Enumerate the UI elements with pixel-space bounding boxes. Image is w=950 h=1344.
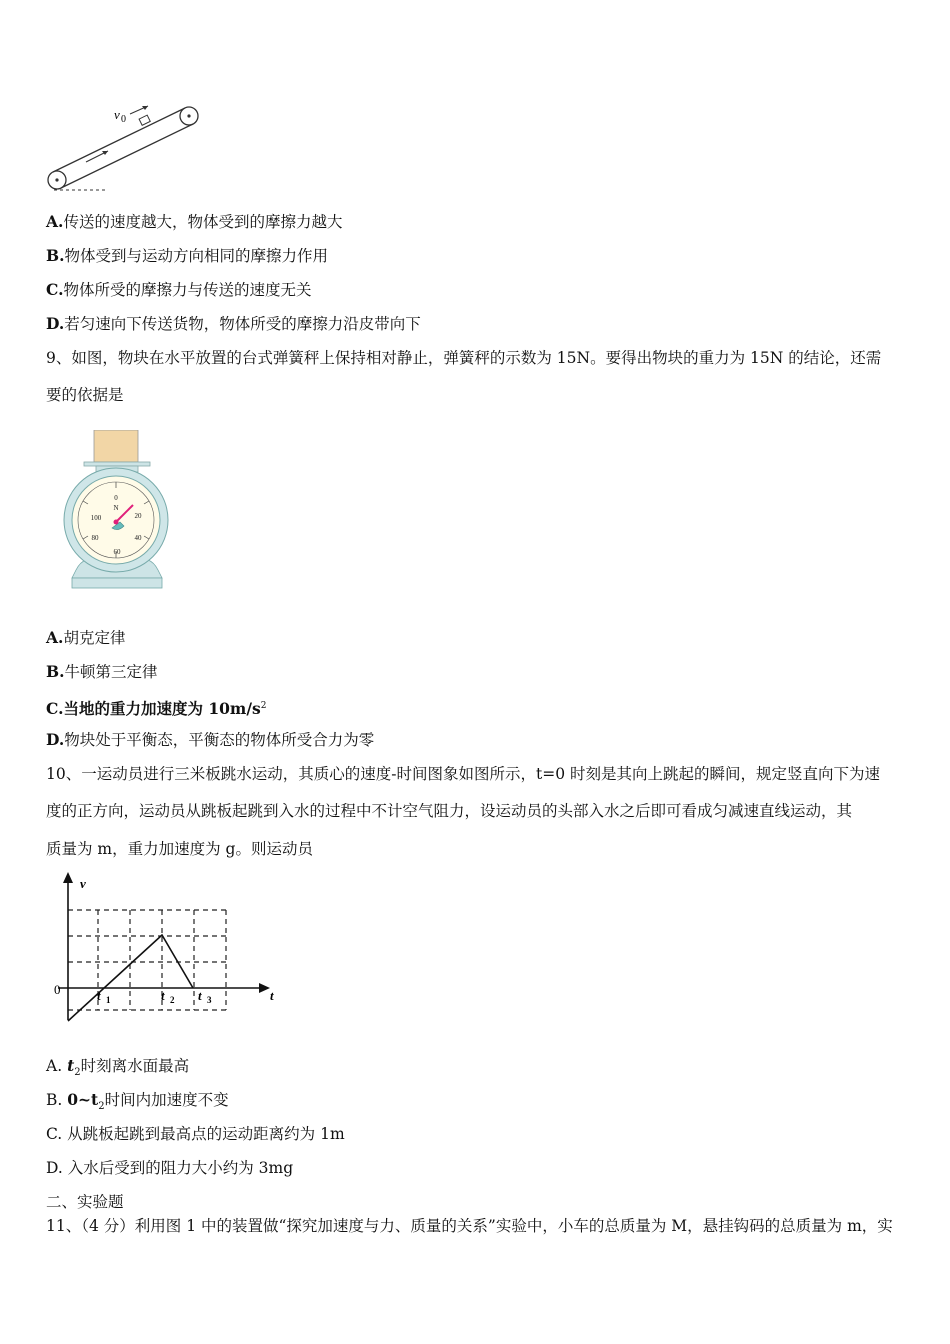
section-title: 二、实验题: [46, 1193, 124, 1211]
q9-stem-line2: 要的依据是: [46, 386, 124, 404]
scale-tick-20: 20: [134, 512, 142, 520]
scale-tick-100: 100: [90, 514, 102, 522]
q9-option-a: A.胡克定律: [46, 628, 126, 647]
scale-tick-40: 40: [134, 534, 142, 542]
q8-option-b: B.物体受到与运动方向相同的摩擦力作用: [46, 246, 329, 265]
v-axis-label: v: [80, 876, 86, 891]
scale-tick-60: 60: [113, 548, 121, 556]
t1-subscript: 1: [106, 995, 111, 1005]
t2-label: t: [161, 988, 165, 1003]
t3-label: t: [198, 988, 202, 1003]
velocity-time-graph: [48, 868, 288, 1028]
q9-option-c: C.当地的重力加速度为 $10m/s^2$: [46, 699, 267, 718]
q10-option-d: D. 入水后受到的阻力大小约为 3mg: [46, 1159, 294, 1177]
v0-label: v: [114, 107, 120, 122]
q9-option-d: D.物块处于平衡态，平衡态的物体所受合力为零: [46, 730, 375, 749]
origin-label: 0: [54, 982, 61, 997]
q10-option-c: C. 从跳板起跳到最高点的运动距离约为 1m: [46, 1125, 345, 1143]
t2-subscript: 2: [170, 995, 175, 1005]
q8-option-a: A.传送的速度越大，物体受到的摩擦力越大: [46, 212, 343, 231]
q8-option-d: D.若匀速向下传送货物，物体所受的摩擦力沿皮带向下: [46, 314, 421, 333]
scale-unit: N: [113, 504, 119, 512]
q9-stem-line1: 9、如图，物块在水平放置的台式弹簧秤上保持相对静止，弹簧秤的示数为 15N。要得出物块的重力为 15N 的结论，还需: [46, 349, 882, 367]
q10-stem-line2: 度的正方向，运动员从跳板起跳到入水的过程中不计空气阻力，设运动员的头部入水之后即可看成匀减速直线运动，其: [46, 802, 853, 820]
scale-tick-0: 0: [114, 494, 118, 502]
scale-tick-80: 80: [91, 534, 99, 542]
q8-option-c: C.物体所受的摩擦力与传送的速度无关: [46, 280, 312, 299]
t1-label: t: [97, 988, 101, 1003]
conveyor-belt-figure: [44, 98, 204, 194]
q9-option-b: B.牛顿第三定律: [46, 662, 158, 681]
q10-option-a: A. $t_2$时刻离水面最高: [46, 1056, 190, 1079]
t-axis-label: t: [270, 988, 274, 1003]
q10-stem-line1: 10、一运动员进行三米板跳水运动，其质心的速度-时间图象如图所示，t=0 时刻是其向上跳起的瞬间，规定竖直向下为速: [46, 765, 880, 783]
v0-subscript: 0: [121, 114, 126, 125]
q10-stem-line3: 质量为 m，重力加速度为 g。则运动员: [46, 840, 313, 858]
q10-option-b: B. $0\sim t_2$时间内加速度不变: [46, 1090, 229, 1113]
spring-scale-figure: [62, 430, 172, 592]
t3-subscript: 3: [207, 995, 212, 1005]
q11-stem: 11、（4 分）利用图 1 中的装置做“探究加速度与力、质量的关系”实验中，小车的总质量为 M，悬挂钩码的总质量为 m，实: [46, 1217, 893, 1235]
